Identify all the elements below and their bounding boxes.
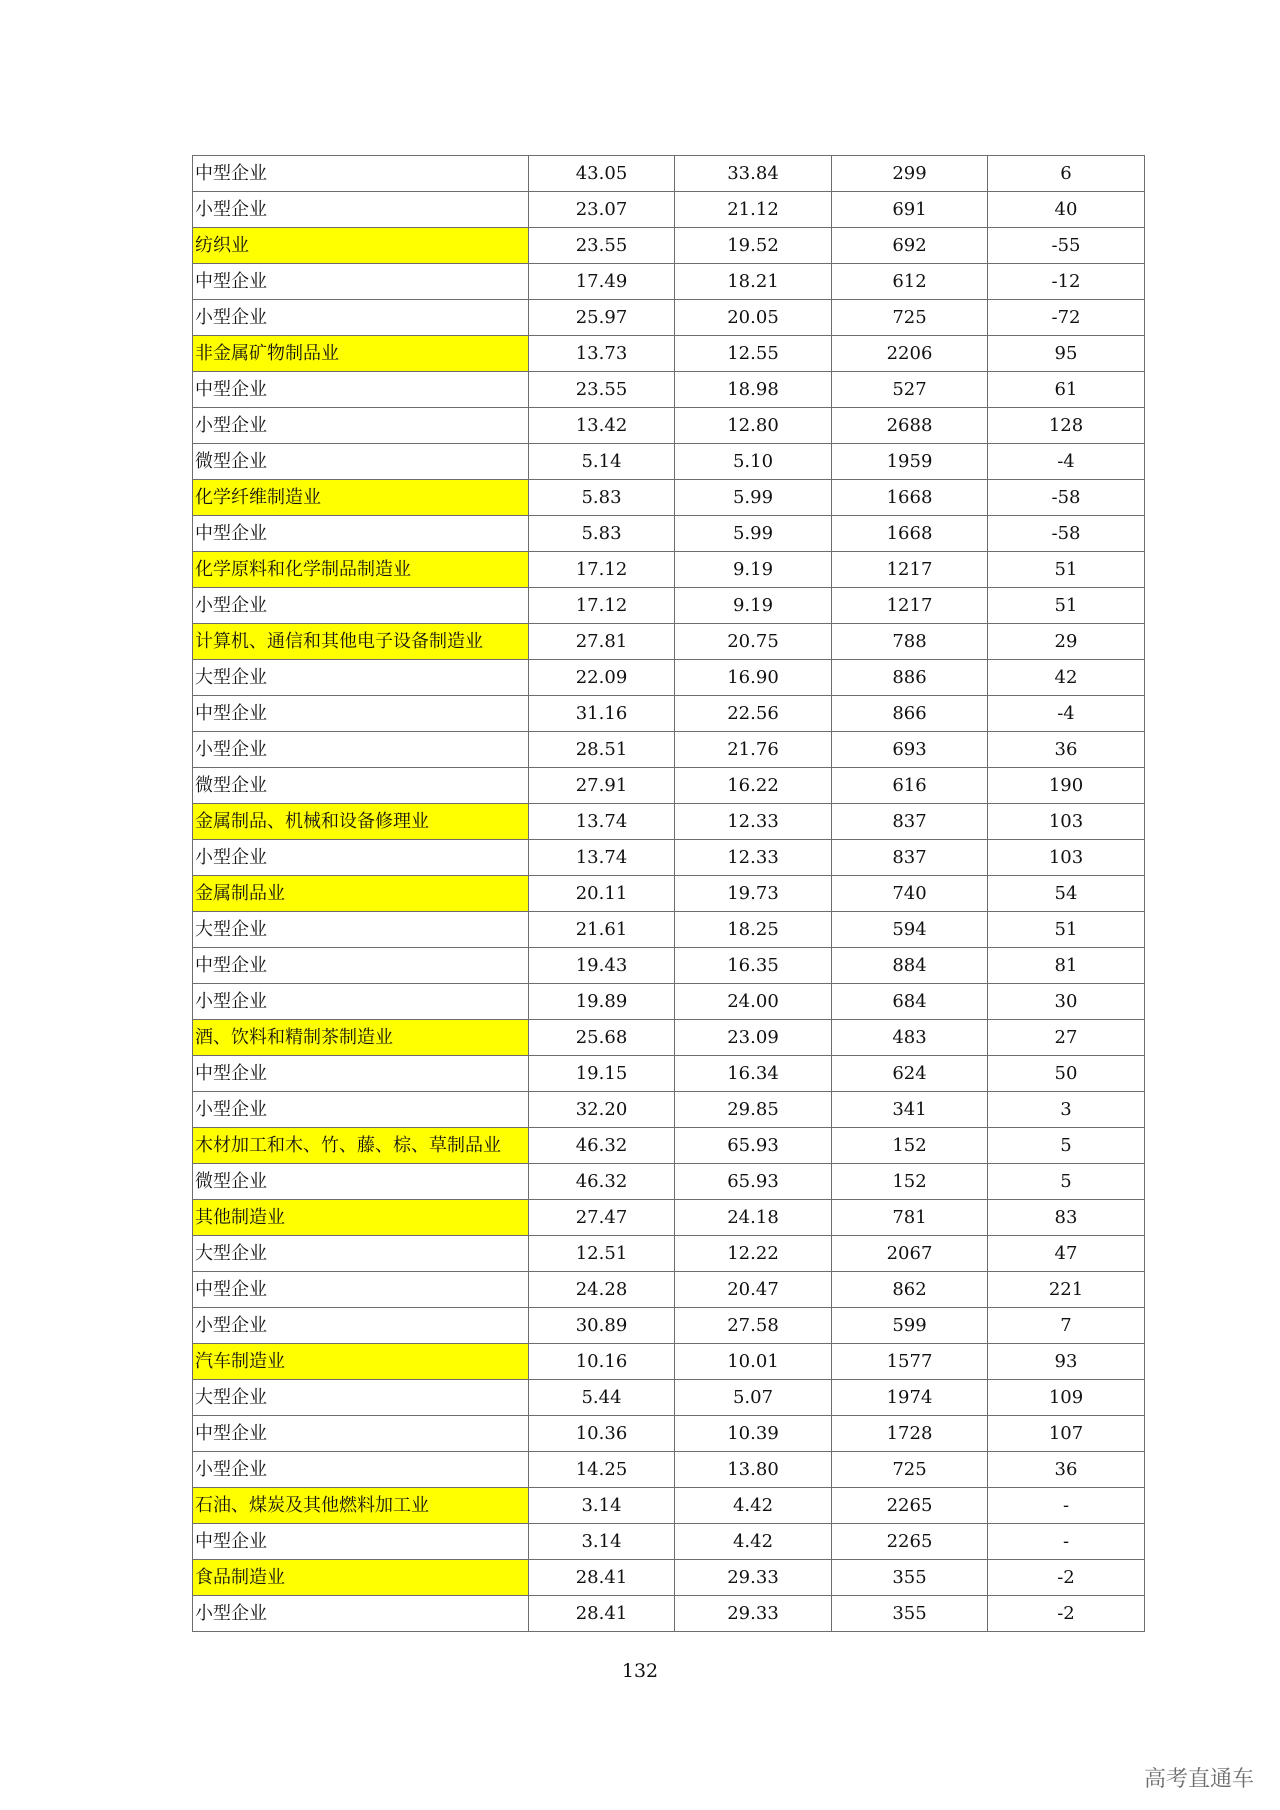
value-cell-3: 837 bbox=[832, 840, 988, 876]
value-cell-2: 16.35 bbox=[675, 948, 832, 984]
value-cell-2: 21.12 bbox=[675, 192, 832, 228]
value-cell-3: 1217 bbox=[832, 552, 988, 588]
value-cell-3: 866 bbox=[832, 696, 988, 732]
row-label: 纺织业 bbox=[193, 228, 529, 264]
value-cell-4: 50 bbox=[988, 1056, 1145, 1092]
row-label: 大型企业 bbox=[193, 660, 529, 696]
value-cell-1: 27.47 bbox=[529, 1200, 675, 1236]
value-cell-3: 1728 bbox=[832, 1416, 988, 1452]
table-row bbox=[193, 372, 1145, 408]
value-cell-3: 1668 bbox=[832, 480, 988, 516]
value-cell-4: -2 bbox=[988, 1596, 1145, 1632]
row-label: 小型企业 bbox=[193, 192, 529, 228]
row-label: 计算机、通信和其他电子设备制造业 bbox=[193, 624, 529, 660]
value-cell-2: 21.76 bbox=[675, 732, 832, 768]
value-cell-1: 28.41 bbox=[529, 1596, 675, 1632]
industry-row bbox=[193, 336, 1145, 372]
value-cell-1: 46.32 bbox=[529, 1128, 675, 1164]
value-cell-2: 20.47 bbox=[675, 1272, 832, 1308]
row-label: 中型企业 bbox=[193, 948, 529, 984]
value-cell-2: 65.93 bbox=[675, 1164, 832, 1200]
row-label: 中型企业 bbox=[193, 1416, 529, 1452]
table-row bbox=[193, 192, 1145, 228]
value-cell-4: -2 bbox=[988, 1560, 1145, 1596]
value-cell-2: 4.42 bbox=[675, 1488, 832, 1524]
value-cell-4: 107 bbox=[988, 1416, 1145, 1452]
value-cell-2: 9.19 bbox=[675, 588, 832, 624]
row-label: 小型企业 bbox=[193, 588, 529, 624]
row-label: 小型企业 bbox=[193, 1452, 529, 1488]
value-cell-3: 740 bbox=[832, 876, 988, 912]
value-cell-4: 36 bbox=[988, 1452, 1145, 1488]
value-cell-2: 13.80 bbox=[675, 1452, 832, 1488]
table-row bbox=[193, 732, 1145, 768]
table-row bbox=[193, 1056, 1145, 1092]
value-cell-2: 24.00 bbox=[675, 984, 832, 1020]
value-cell-4: 83 bbox=[988, 1200, 1145, 1236]
table-row bbox=[193, 1452, 1145, 1488]
value-cell-1: 28.51 bbox=[529, 732, 675, 768]
watermark: 高考直通车 bbox=[1143, 1767, 1254, 1792]
row-label: 大型企业 bbox=[193, 912, 529, 948]
industry-row bbox=[193, 1200, 1145, 1236]
row-label: 小型企业 bbox=[193, 732, 529, 768]
value-cell-2: 29.33 bbox=[675, 1560, 832, 1596]
value-cell-4: 47 bbox=[988, 1236, 1145, 1272]
value-cell-2: 24.18 bbox=[675, 1200, 832, 1236]
value-cell-1: 27.81 bbox=[529, 624, 675, 660]
table-row bbox=[193, 408, 1145, 444]
table-row bbox=[193, 984, 1145, 1020]
value-cell-1: 32.20 bbox=[529, 1092, 675, 1128]
value-cell-1: 27.91 bbox=[529, 768, 675, 804]
row-label: 其他制造业 bbox=[193, 1200, 529, 1236]
value-cell-3: 886 bbox=[832, 660, 988, 696]
value-cell-1: 10.36 bbox=[529, 1416, 675, 1452]
value-cell-2: 65.93 bbox=[675, 1128, 832, 1164]
value-cell-4: -58 bbox=[988, 516, 1145, 552]
row-label: 酒、饮料和精制茶制造业 bbox=[193, 1020, 529, 1056]
value-cell-2: 5.99 bbox=[675, 480, 832, 516]
value-cell-4: 93 bbox=[988, 1344, 1145, 1380]
row-label: 小型企业 bbox=[193, 1308, 529, 1344]
value-cell-1: 19.89 bbox=[529, 984, 675, 1020]
row-label: 中型企业 bbox=[193, 1524, 529, 1560]
value-cell-3: 884 bbox=[832, 948, 988, 984]
row-label: 大型企业 bbox=[193, 1380, 529, 1416]
row-label: 金属制品业 bbox=[193, 876, 529, 912]
value-cell-2: 5.10 bbox=[675, 444, 832, 480]
value-cell-4: 5 bbox=[988, 1164, 1145, 1200]
row-label: 中型企业 bbox=[193, 372, 529, 408]
value-cell-4: 51 bbox=[988, 552, 1145, 588]
value-cell-2: 16.22 bbox=[675, 768, 832, 804]
row-label: 小型企业 bbox=[193, 1596, 529, 1632]
row-label: 中型企业 bbox=[193, 264, 529, 300]
table-row bbox=[193, 1596, 1145, 1632]
value-cell-3: 1577 bbox=[832, 1344, 988, 1380]
row-label: 非金属矿物制品业 bbox=[193, 336, 529, 372]
row-label: 金属制品、机械和设备修理业 bbox=[193, 804, 529, 840]
value-cell-2: 12.33 bbox=[675, 840, 832, 876]
table-row bbox=[193, 1272, 1145, 1308]
table-row bbox=[193, 660, 1145, 696]
industry-row bbox=[193, 480, 1145, 516]
row-label: 大型企业 bbox=[193, 1236, 529, 1272]
value-cell-3: 692 bbox=[832, 228, 988, 264]
value-cell-1: 10.16 bbox=[529, 1344, 675, 1380]
value-cell-1: 24.28 bbox=[529, 1272, 675, 1308]
value-cell-2: 5.07 bbox=[675, 1380, 832, 1416]
value-cell-1: 13.73 bbox=[529, 336, 675, 372]
value-cell-2: 22.56 bbox=[675, 696, 832, 732]
value-cell-1: 5.44 bbox=[529, 1380, 675, 1416]
value-cell-3: 2688 bbox=[832, 408, 988, 444]
value-cell-2: 23.09 bbox=[675, 1020, 832, 1056]
value-cell-4: 81 bbox=[988, 948, 1145, 984]
value-cell-2: 18.25 bbox=[675, 912, 832, 948]
table-row bbox=[193, 948, 1145, 984]
value-cell-4: - bbox=[988, 1488, 1145, 1524]
value-cell-4: 40 bbox=[988, 192, 1145, 228]
row-label: 小型企业 bbox=[193, 300, 529, 336]
value-cell-3: 725 bbox=[832, 300, 988, 336]
industry-row bbox=[193, 1344, 1145, 1380]
row-label: 食品制造业 bbox=[193, 1560, 529, 1596]
value-cell-1: 20.11 bbox=[529, 876, 675, 912]
value-cell-3: 862 bbox=[832, 1272, 988, 1308]
value-cell-4: 42 bbox=[988, 660, 1145, 696]
table-row bbox=[193, 1164, 1145, 1200]
table-row bbox=[193, 1308, 1145, 1344]
value-cell-1: 17.12 bbox=[529, 588, 675, 624]
value-cell-1: 28.41 bbox=[529, 1560, 675, 1596]
value-cell-3: 616 bbox=[832, 768, 988, 804]
value-cell-3: 788 bbox=[832, 624, 988, 660]
value-cell-4: 3 bbox=[988, 1092, 1145, 1128]
value-cell-3: 1959 bbox=[832, 444, 988, 480]
value-cell-4: 5 bbox=[988, 1128, 1145, 1164]
value-cell-1: 25.97 bbox=[529, 300, 675, 336]
value-cell-2: 20.75 bbox=[675, 624, 832, 660]
value-cell-3: 152 bbox=[832, 1164, 988, 1200]
value-cell-4: -12 bbox=[988, 264, 1145, 300]
value-cell-3: 1217 bbox=[832, 588, 988, 624]
table-row bbox=[193, 696, 1145, 732]
row-label: 化学纤维制造业 bbox=[193, 480, 529, 516]
value-cell-2: 16.34 bbox=[675, 1056, 832, 1092]
value-cell-2: 10.01 bbox=[675, 1344, 832, 1380]
table-row bbox=[193, 264, 1145, 300]
value-cell-4: 29 bbox=[988, 624, 1145, 660]
value-cell-3: 2265 bbox=[832, 1488, 988, 1524]
table-row bbox=[193, 588, 1145, 624]
value-cell-1: 23.07 bbox=[529, 192, 675, 228]
value-cell-1: 3.14 bbox=[529, 1524, 675, 1560]
table-row bbox=[193, 444, 1145, 480]
row-label: 中型企业 bbox=[193, 156, 529, 192]
row-label: 微型企业 bbox=[193, 768, 529, 804]
table-row bbox=[193, 1236, 1145, 1272]
industry-row bbox=[193, 624, 1145, 660]
industry-row bbox=[193, 1488, 1145, 1524]
value-cell-4: 54 bbox=[988, 876, 1145, 912]
value-cell-2: 12.22 bbox=[675, 1236, 832, 1272]
value-cell-1: 22.09 bbox=[529, 660, 675, 696]
industry-row bbox=[193, 1560, 1145, 1596]
value-cell-3: 355 bbox=[832, 1596, 988, 1632]
row-label: 小型企业 bbox=[193, 840, 529, 876]
table-row bbox=[193, 1416, 1145, 1452]
value-cell-1: 17.49 bbox=[529, 264, 675, 300]
value-cell-3: 693 bbox=[832, 732, 988, 768]
value-cell-2: 29.85 bbox=[675, 1092, 832, 1128]
value-cell-1: 17.12 bbox=[529, 552, 675, 588]
value-cell-4: 95 bbox=[988, 336, 1145, 372]
table-row bbox=[193, 516, 1145, 552]
row-label: 小型企业 bbox=[193, 984, 529, 1020]
value-cell-2: 5.99 bbox=[675, 516, 832, 552]
value-cell-1: 12.51 bbox=[529, 1236, 675, 1272]
row-label: 石油、煤炭及其他燃料加工业 bbox=[193, 1488, 529, 1524]
row-label: 木材加工和木、竹、藤、棕、草制品业 bbox=[193, 1128, 529, 1164]
industry-row bbox=[193, 1128, 1145, 1164]
value-cell-4: -72 bbox=[988, 300, 1145, 336]
value-cell-4: - bbox=[988, 1524, 1145, 1560]
value-cell-3: 2067 bbox=[832, 1236, 988, 1272]
value-cell-1: 31.16 bbox=[529, 696, 675, 732]
row-label: 小型企业 bbox=[193, 408, 529, 444]
value-cell-4: 128 bbox=[988, 408, 1145, 444]
table-row bbox=[193, 912, 1145, 948]
value-cell-3: 594 bbox=[832, 912, 988, 948]
value-cell-1: 43.05 bbox=[529, 156, 675, 192]
value-cell-1: 13.74 bbox=[529, 804, 675, 840]
row-label: 中型企业 bbox=[193, 1272, 529, 1308]
value-cell-4: 27 bbox=[988, 1020, 1145, 1056]
value-cell-4: 7 bbox=[988, 1308, 1145, 1344]
value-cell-4: 36 bbox=[988, 732, 1145, 768]
value-cell-4: 190 bbox=[988, 768, 1145, 804]
value-cell-4: -55 bbox=[988, 228, 1145, 264]
value-cell-3: 527 bbox=[832, 372, 988, 408]
value-cell-4: 30 bbox=[988, 984, 1145, 1020]
table-row bbox=[193, 840, 1145, 876]
value-cell-1: 13.74 bbox=[529, 840, 675, 876]
table-row bbox=[193, 1524, 1145, 1560]
value-cell-4: 221 bbox=[988, 1272, 1145, 1308]
value-cell-1: 21.61 bbox=[529, 912, 675, 948]
data-table bbox=[192, 155, 1145, 1632]
table-row bbox=[193, 1092, 1145, 1128]
value-cell-1: 19.15 bbox=[529, 1056, 675, 1092]
industry-row bbox=[193, 1020, 1145, 1056]
industry-row bbox=[193, 552, 1145, 588]
value-cell-2: 12.33 bbox=[675, 804, 832, 840]
value-cell-3: 691 bbox=[832, 192, 988, 228]
value-cell-1: 13.42 bbox=[529, 408, 675, 444]
value-cell-1: 23.55 bbox=[529, 228, 675, 264]
row-label: 中型企业 bbox=[193, 1056, 529, 1092]
row-label: 化学原料和化学制品制造业 bbox=[193, 552, 529, 588]
value-cell-1: 23.55 bbox=[529, 372, 675, 408]
value-cell-1: 3.14 bbox=[529, 1488, 675, 1524]
value-cell-3: 684 bbox=[832, 984, 988, 1020]
value-cell-2: 18.21 bbox=[675, 264, 832, 300]
row-label: 中型企业 bbox=[193, 516, 529, 552]
value-cell-4: 103 bbox=[988, 804, 1145, 840]
value-cell-2: 27.58 bbox=[675, 1308, 832, 1344]
value-cell-2: 20.05 bbox=[675, 300, 832, 336]
value-cell-4: -4 bbox=[988, 696, 1145, 732]
value-cell-1: 25.68 bbox=[529, 1020, 675, 1056]
value-cell-1: 30.89 bbox=[529, 1308, 675, 1344]
value-cell-3: 624 bbox=[832, 1056, 988, 1092]
page-number: 132 bbox=[621, 1660, 659, 1682]
value-cell-2: 10.39 bbox=[675, 1416, 832, 1452]
value-cell-3: 2265 bbox=[832, 1524, 988, 1560]
value-cell-2: 4.42 bbox=[675, 1524, 832, 1560]
industry-row bbox=[193, 876, 1145, 912]
value-cell-2: 9.19 bbox=[675, 552, 832, 588]
value-cell-3: 1668 bbox=[832, 516, 988, 552]
value-cell-3: 355 bbox=[832, 1560, 988, 1596]
table-row bbox=[193, 768, 1145, 804]
value-cell-4: 6 bbox=[988, 156, 1145, 192]
value-cell-3: 299 bbox=[832, 156, 988, 192]
value-cell-4: 51 bbox=[988, 588, 1145, 624]
value-cell-2: 19.73 bbox=[675, 876, 832, 912]
value-cell-2: 29.33 bbox=[675, 1596, 832, 1632]
value-cell-2: 33.84 bbox=[675, 156, 832, 192]
table-body bbox=[193, 156, 1145, 1632]
row-label: 小型企业 bbox=[193, 1092, 529, 1128]
value-cell-3: 599 bbox=[832, 1308, 988, 1344]
value-cell-3: 725 bbox=[832, 1452, 988, 1488]
value-cell-1: 46.32 bbox=[529, 1164, 675, 1200]
value-cell-3: 483 bbox=[832, 1020, 988, 1056]
value-cell-1: 19.43 bbox=[529, 948, 675, 984]
value-cell-3: 2206 bbox=[832, 336, 988, 372]
value-cell-2: 19.52 bbox=[675, 228, 832, 264]
value-cell-1: 5.83 bbox=[529, 480, 675, 516]
value-cell-4: 109 bbox=[988, 1380, 1145, 1416]
value-cell-3: 837 bbox=[832, 804, 988, 840]
value-cell-2: 12.55 bbox=[675, 336, 832, 372]
value-cell-4: 61 bbox=[988, 372, 1145, 408]
value-cell-4: -58 bbox=[988, 480, 1145, 516]
table-row bbox=[193, 300, 1145, 336]
value-cell-3: 612 bbox=[832, 264, 988, 300]
row-label: 微型企业 bbox=[193, 1164, 529, 1200]
value-cell-4: -4 bbox=[988, 444, 1145, 480]
row-label: 微型企业 bbox=[193, 444, 529, 480]
industry-row bbox=[193, 804, 1145, 840]
value-cell-3: 341 bbox=[832, 1092, 988, 1128]
value-cell-3: 152 bbox=[832, 1128, 988, 1164]
value-cell-1: 5.83 bbox=[529, 516, 675, 552]
value-cell-3: 1974 bbox=[832, 1380, 988, 1416]
table-row bbox=[193, 1380, 1145, 1416]
value-cell-1: 5.14 bbox=[529, 444, 675, 480]
row-label: 汽车制造业 bbox=[193, 1344, 529, 1380]
value-cell-1: 14.25 bbox=[529, 1452, 675, 1488]
value-cell-2: 18.98 bbox=[675, 372, 832, 408]
row-label: 中型企业 bbox=[193, 696, 529, 732]
value-cell-2: 16.90 bbox=[675, 660, 832, 696]
table-row bbox=[193, 156, 1145, 192]
value-cell-4: 103 bbox=[988, 840, 1145, 876]
value-cell-2: 12.80 bbox=[675, 408, 832, 444]
value-cell-4: 51 bbox=[988, 912, 1145, 948]
value-cell-3: 781 bbox=[832, 1200, 988, 1236]
industry-row bbox=[193, 228, 1145, 264]
